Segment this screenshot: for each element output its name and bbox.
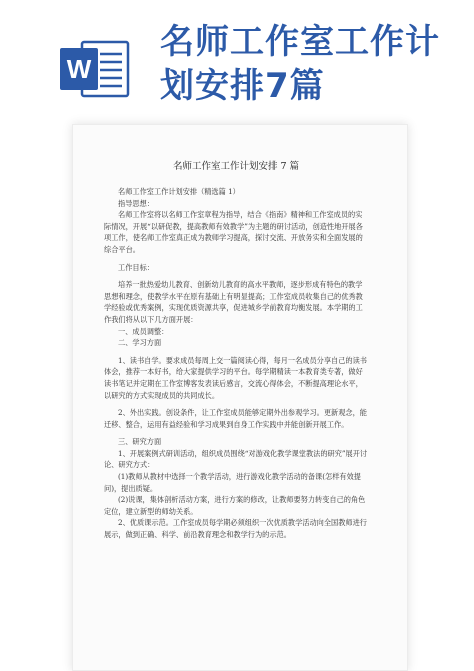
goal-text: 培养一批热爱幼儿教育、创新幼儿教育的高水平教师，逐步形成有特色的教学思想和理念，使教学水平在原有基础上有明显提高；工作室成员收集自己的优秀教学经验或优秀案例，实现优质资源共享，促进城乡学前教育均衡发展。本学期的工作我们将从以下几方面开展： bbox=[104, 280, 363, 324]
banner bbox=[0, 0, 474, 124]
document-body bbox=[104, 160, 368, 541]
guiding-heading: 指导思想： bbox=[118, 198, 154, 208]
section-heading-1: 一、成员调整： bbox=[118, 326, 169, 336]
banner-title: 名师工作室工作计 划安排7篇 bbox=[160, 22, 440, 106]
word-icon-letter: W bbox=[66, 54, 92, 84]
document-title: 名师工作室工作计划安排 7 篇 bbox=[172, 161, 300, 172]
guiding-text: 名师工作室将以名师工作室章程为指导，结合《指南》精神和工作室成员的实际情况，开展“以研促教，提高教师有效教学”为主题的研讨活动，创造性地开展各项工作，使名师工作室真正成为教师学习提高，探讨交流、开放务实和全面发展的综合平台。 bbox=[104, 210, 363, 254]
word-doc-icon bbox=[60, 38, 130, 100]
paragraph-2-1: 1、读书自学。要求成员每周上交一篇阅读心得，每月一名成员分享自己的读书体会，推荐一本好书，给大家提供学习的平台。每学期精读一本教育类专著，做好读书笔记并定期在工作室博客发表读后感言，交流心得体会，不断提高理论水平，以研究的方式实现成员的共同成长。 bbox=[104, 355, 367, 400]
paragraph-3-1-b: (2)说课，集体剖析活动方案，进行方案的修改，让教师要努力转变自己的角色定位，建立新型的师幼关系。 bbox=[104, 495, 366, 516]
section-heading-2: 二、学习方面 bbox=[118, 338, 162, 348]
goal-heading: 工作目标： bbox=[118, 262, 154, 272]
paragraph-3-1-a: (1)教师从教材中选择一个教学活动，进行游戏化教学活动的备课(怎样有效提问)，提出质疑。 bbox=[104, 472, 361, 493]
paragraph-2-2: 2、外出实践。创设条件，让工作室成员能够定期外出参观学习。更新观念，能迁移、整合，运用有益经验和学习成果到自身工作实践中并能创新开展工作。 bbox=[104, 408, 367, 429]
paragraph-3-1: 1、开展案例式研训活动，组织成员围绕“对游戏化教学课堂教法的研究”展开讨论、研究方式： bbox=[104, 448, 368, 470]
section-heading-3: 三、研究方面 bbox=[118, 437, 162, 447]
document-subtitle: 名师工作室工作计划安排（精选篇 1） bbox=[118, 187, 240, 196]
paragraph-3-2: 2、优质课示范。工作室成员每学期必须组织一次优质教学活动向全国教师进行展示，做到正确、科学、前沿教育理念和教学行为的示范。 bbox=[104, 518, 367, 540]
